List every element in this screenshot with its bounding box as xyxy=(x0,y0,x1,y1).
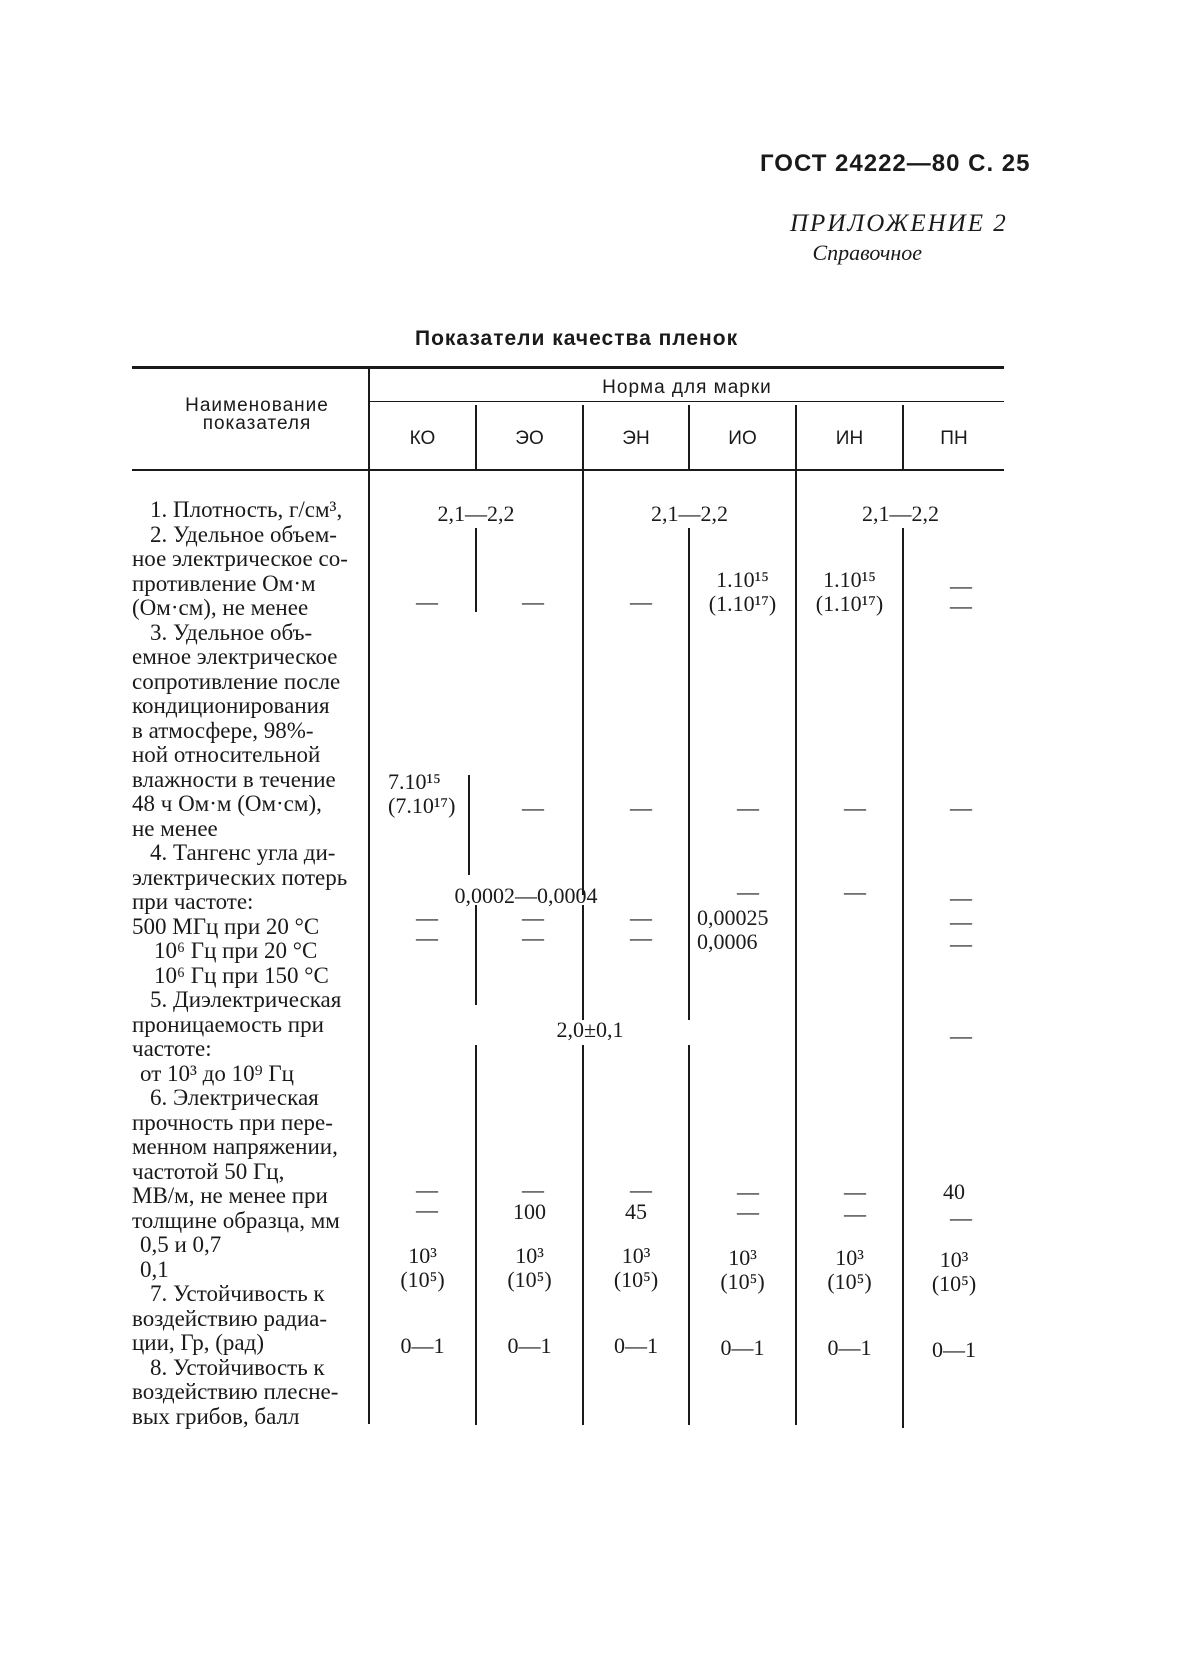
brand-eo: ЭО xyxy=(515,428,544,449)
rad-in xyxy=(797,1246,902,1294)
res-io-value: 1.10¹⁵ xyxy=(716,567,769,592)
row-6-line-5: МВ/м, не менее при xyxy=(132,1183,328,1208)
rad-in-paren: (10⁵) xyxy=(827,1269,872,1294)
tan-20-eo: — xyxy=(522,905,544,930)
col-divider-1-d xyxy=(475,1045,477,1425)
row-5-line-4: от 10³ до 10⁹ Гц xyxy=(140,1060,294,1086)
row-3-line-9: не менее xyxy=(132,815,218,841)
row-3-line-4: кондиционирования xyxy=(132,693,330,718)
rescond-in: — xyxy=(844,795,866,820)
row-4-line-5: 10⁶ Гц при 20 °С xyxy=(154,938,318,963)
rescond-pn: — xyxy=(950,795,972,820)
row-8-line-2: воздействию плесне- xyxy=(132,1379,339,1404)
row-2-line-3: противление Ом·м xyxy=(132,570,316,596)
col-divider-2-c xyxy=(582,1045,584,1425)
rad-eo-paren: (10⁵) xyxy=(507,1267,552,1292)
header-bottom-rule xyxy=(132,469,1004,471)
row-3-line-5: в атмосфере, 98%- xyxy=(132,717,314,743)
rescond-en: — xyxy=(630,795,652,820)
row-6-line-2: прочность при пере- xyxy=(132,1109,333,1135)
rad-pn xyxy=(904,1248,1004,1296)
tan-150-en: — xyxy=(630,925,652,950)
row-8-line-3: вых грибов, балл xyxy=(132,1403,300,1429)
str-07-pn: 40 xyxy=(943,1179,965,1204)
row-4-line-3: при частоте: xyxy=(132,889,254,914)
rad-eo-value: 10³ xyxy=(515,1243,544,1268)
row-5-line-3: частоте: xyxy=(132,1036,212,1061)
tan-500-pn: — xyxy=(950,885,972,910)
res-pn-2: — xyxy=(950,593,972,618)
name-header xyxy=(150,397,364,433)
str-01-ko: — xyxy=(416,1197,438,1222)
row-1-name xyxy=(132,498,364,1429)
appendix-title: ПРИЛОЖЕНИЕ 2 xyxy=(790,210,1008,237)
rad-en-value: 10³ xyxy=(621,1243,651,1268)
tan-20-io: 0,00025 xyxy=(697,905,769,930)
row-2-line-4: (Ом·см), не менее xyxy=(132,595,309,620)
str-01-io: — xyxy=(737,1199,759,1224)
row-7-line-2: воздействию радиа- xyxy=(132,1305,328,1331)
tan-500-io: — xyxy=(737,879,759,904)
row-3-line-6: ной относительной xyxy=(132,742,321,767)
row-3-line-2: емное электрическое xyxy=(132,644,338,669)
row-6-line-4: частотой 50 Гц, xyxy=(132,1158,285,1184)
rescond-ko-paren: (7.10¹⁷) xyxy=(388,793,456,818)
row-2-line-2: ное электрическое со- xyxy=(132,546,348,571)
rescond-eo: — xyxy=(522,795,544,820)
density-in-pn: 2,1—2,2 xyxy=(862,501,939,526)
brand-io: ИО xyxy=(728,428,757,449)
row-6-line-6: толщине образца, мм xyxy=(132,1207,340,1233)
row-8-line-1: 8. Устойчивость к xyxy=(150,1354,325,1380)
row-4-line-4: 500 МГц при 20 °С xyxy=(132,913,320,939)
str-01-en: 45 xyxy=(625,1199,647,1224)
row-5-line-1: 5. Диэлектрическая xyxy=(150,987,342,1012)
brand-in: ИН xyxy=(835,428,864,449)
tan-150-io: 0,0006 xyxy=(697,929,758,954)
str-07-en: — xyxy=(630,1177,652,1202)
mould-pn: 0—1 xyxy=(932,1337,976,1362)
row-3-line-8: 48 ч Ом·м (Ом·см), xyxy=(132,791,322,816)
res-en: — xyxy=(630,589,652,614)
row-4-line-1: 4. Тангенс угла ди- xyxy=(150,840,336,865)
rad-ko xyxy=(370,1244,475,1292)
tan-150-eo: — xyxy=(522,925,544,950)
brand-pn: ПН xyxy=(940,428,968,449)
brand-ko: КО xyxy=(409,428,436,449)
tan-20-ko: — xyxy=(416,905,438,930)
rescond-ko-value: 7.10¹⁵ xyxy=(388,769,441,794)
group-header: Норма для марки xyxy=(602,377,772,398)
mould-in: 0—1 xyxy=(827,1335,872,1360)
row-4-line-2: электрических потерь xyxy=(132,864,348,890)
res-io-paren: (1.10¹⁷) xyxy=(708,591,777,616)
res-pn-1: — xyxy=(950,573,972,598)
row-7-line-1: 7. Устойчивость к xyxy=(150,1281,325,1306)
str-07-ko: — xyxy=(416,1177,438,1202)
col-divider-3-b xyxy=(688,1045,690,1425)
res-ko: — xyxy=(416,589,438,614)
mould-en: 0—1 xyxy=(614,1333,658,1358)
rad-en-paren: (10⁵) xyxy=(613,1267,659,1292)
row-6-line-8: 0,1 xyxy=(140,1256,169,1282)
col-divider-1-a xyxy=(475,528,477,612)
name-header-line-1: Наименование xyxy=(185,395,329,416)
rad-ko-paren: (10⁵) xyxy=(400,1267,445,1292)
row-3-line-1: 3. Удельное объ- xyxy=(150,619,313,645)
col-divider-1-c xyxy=(475,905,477,1005)
str-07-eo: — xyxy=(522,1177,544,1202)
res-in xyxy=(797,568,902,616)
col-divider-2-b xyxy=(582,905,584,1020)
str-07-io: — xyxy=(737,1179,759,1204)
col-divider-2-a xyxy=(582,470,584,895)
str-01-eo: 100 xyxy=(513,1199,546,1224)
rad-pn-paren: (10⁵) xyxy=(931,1271,977,1296)
rad-pn-value: 10³ xyxy=(939,1247,969,1272)
row-6-line-3: менном напряжении, xyxy=(132,1134,338,1159)
mould-io: 0—1 xyxy=(720,1335,765,1360)
tan-500-ko-en: 0,0002—0,0004 xyxy=(454,883,598,908)
perm-ko-in: 2,0±0,1 xyxy=(556,1017,624,1042)
row-3-line-7: влажности в течение xyxy=(132,766,336,792)
tan-150-pn: — xyxy=(950,931,972,956)
row-4-line-6: 10⁶ Гц при 150 °С xyxy=(154,962,329,988)
density-ko-eo: 2,1—2,2 xyxy=(437,501,515,526)
rad-in-value: 10³ xyxy=(835,1245,864,1270)
tan-20-pn: — xyxy=(950,909,972,934)
tan-150-ko: — xyxy=(416,925,438,950)
tan-20-en: — xyxy=(630,905,652,930)
gost-header: ГОСТ 24222—80 С. 25 xyxy=(760,150,1031,177)
rescond-ko xyxy=(388,770,468,818)
tan-500-in: — xyxy=(844,879,866,904)
rad-io-value: 10³ xyxy=(728,1245,757,1270)
rescond-io: — xyxy=(737,795,759,820)
perm-pn: — xyxy=(950,1023,972,1048)
str-01-in: — xyxy=(844,1201,866,1226)
rad-ko-value: 10³ xyxy=(408,1243,437,1268)
str-07-in: — xyxy=(844,1179,866,1204)
appendix-type: Справочное xyxy=(812,240,922,265)
table-top-rule xyxy=(132,366,1004,369)
col-divider-1-b xyxy=(468,775,470,875)
brand-en: ЭН xyxy=(622,428,650,449)
res-in-value: 1.10¹⁵ xyxy=(823,567,876,592)
rad-io xyxy=(690,1246,795,1294)
row-1-line-1: 1. Плотность, г/см³, xyxy=(150,497,343,522)
table-title: Показатели качества пленок xyxy=(415,327,739,350)
mould-eo: 0—1 xyxy=(507,1333,552,1358)
row-6-line-1: 6. Электрическая xyxy=(150,1085,319,1110)
res-in-paren: (1.10¹⁷) xyxy=(815,591,884,616)
rad-en xyxy=(584,1244,688,1292)
row-2-line-1: 2. Удельное объем- xyxy=(150,521,337,547)
res-eo: — xyxy=(522,589,544,614)
res-io xyxy=(690,568,795,616)
rad-io-paren: (10⁵) xyxy=(720,1269,765,1294)
density-en-io: 2,1—2,2 xyxy=(651,501,728,526)
row-7-line-3: ции, Гр, (рад) xyxy=(132,1330,265,1355)
row-3-line-3: сопротивление после xyxy=(132,668,341,694)
str-01-pn: — xyxy=(950,1205,972,1230)
mould-ko: 0—1 xyxy=(400,1333,445,1358)
group-header-rule xyxy=(370,401,1004,402)
rad-eo xyxy=(477,1244,582,1292)
name-header-line-2: показателя xyxy=(202,413,312,434)
row-5-line-2: проницаемость при xyxy=(132,1011,324,1037)
row-6-line-7: 0,5 и 0,7 xyxy=(140,1232,222,1257)
